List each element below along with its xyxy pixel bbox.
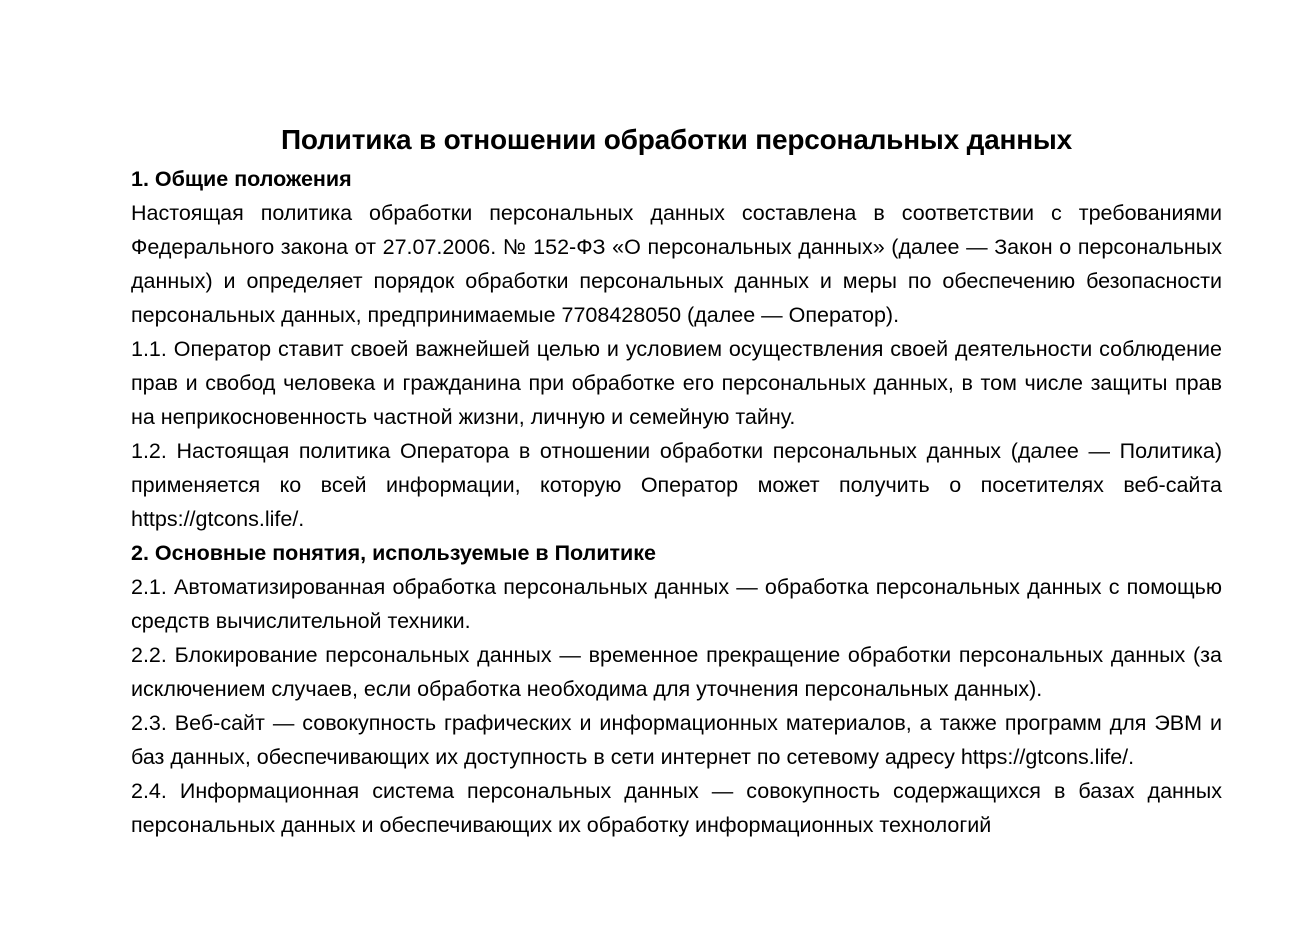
paragraph-2-2: 2.2. Блокирование персональных данных — временное прекращение обработки персональных данных (за исключением случаев, если обработка необходима для уточнения персональных данных). [131,643,1222,701]
document-page [131,118,1222,842]
paragraph-1-1: 1.1. Оператор ставит своей важнейшей целью и условием осуществления своей деятельности соблюдение прав и свобод человека и гражданина при обработке его персональных данных, в том числе защиты прав на неприкосновенность частной жизни, личную и семейную тайну. [131,337,1222,429]
document-title: Политика в отношении обработки персональных данных [280,124,1073,155]
paragraph-2-4: 2.4. Информационная система персональных данных — совокупность содержащихся в базах данных персональных данных и обеспечивающих их обработку информационных технологий [131,779,1222,837]
paragraph-2-3: 2.3. Веб-сайт — совокупность графических и информационных материалов, а также программ для ЭВМ и баз данных, обеспечивающих их доступность в сети интернет по сетевому адресу https://gtcons.life/. [131,711,1222,769]
paragraph-2-1: 2.1. Автоматизированная обработка персональных данных — обработка персональных данных с помощью средств вычислительной техники. [131,575,1222,633]
paragraph-intro: Настоящая политика обработки персональных данных составлена в соответствии с требованиями Федерального закона от 27.07.2006. № 152-ФЗ «О персональных данных» (далее — Закон о персональных данных) и определяет порядок обработки персональных данных и меры по обеспечению безопасности персональных данных, предпринимаемые 7708428050 (далее — Оператор). [131,201,1222,327]
section-heading-definitions: 2. Основные понятия, используемые в Политике [131,541,656,565]
paragraph-1-2: 1.2. Настоящая политика Оператора в отношении обработки персональных данных (далее — Политика) применяется ко всей информации, которую Оператор может получить о посетителях веб-сайта https://gtcons.life/. [131,439,1222,531]
section-heading-general: 1. Общие положения [131,167,352,191]
